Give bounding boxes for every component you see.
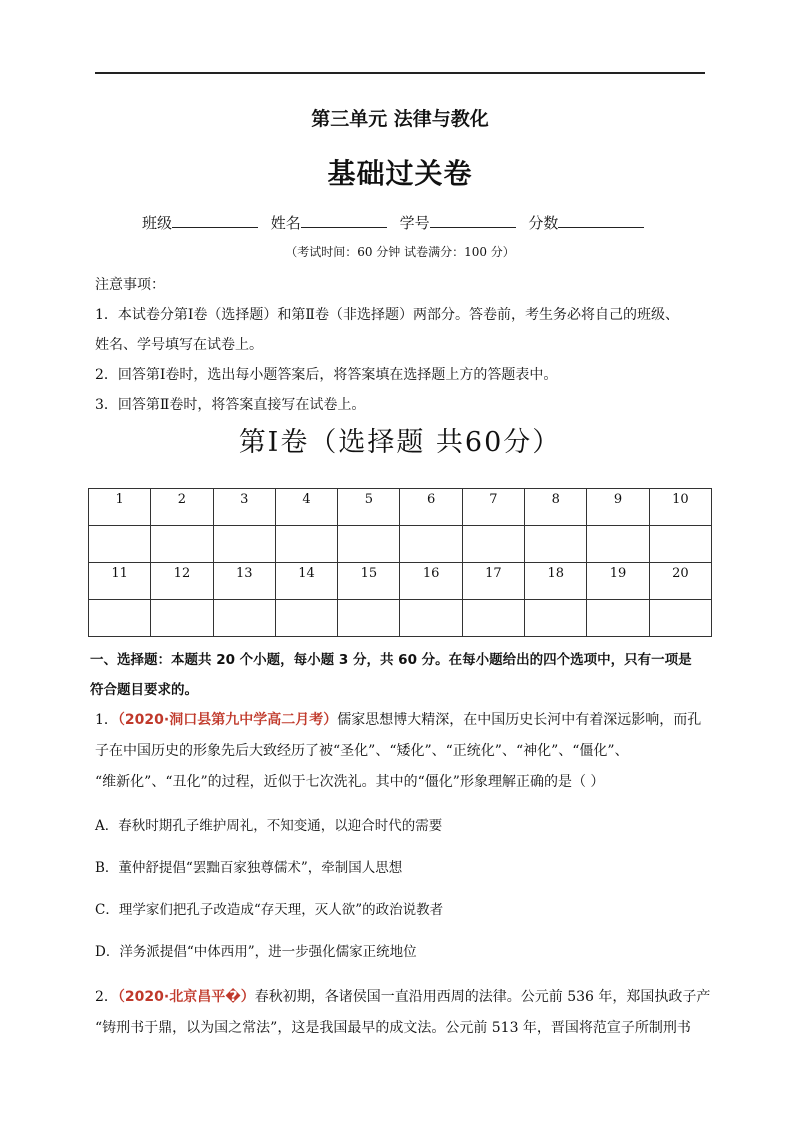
answer-cell[interactable] xyxy=(275,600,337,637)
class-blank[interactable] xyxy=(172,213,258,228)
answer-input-row xyxy=(89,526,712,563)
option-a[interactable]: A．春秋时期孔子维护周礼，不知变通，以迎合时代的需要 xyxy=(95,818,443,834)
answer-cell[interactable] xyxy=(338,600,400,637)
answer-number: 12 xyxy=(151,563,213,600)
name-label: 姓名 xyxy=(270,214,301,232)
notes-section xyxy=(95,270,715,420)
answer-cell[interactable] xyxy=(587,600,649,637)
answer-cell[interactable] xyxy=(213,600,275,637)
score-label: 分数 xyxy=(528,214,559,232)
question-source: （2020·北京昌平�） xyxy=(117,989,255,1005)
question-2-line1 xyxy=(95,982,715,1013)
answer-number: 5 xyxy=(338,489,400,526)
answer-cell[interactable] xyxy=(525,526,587,563)
answer-number: 7 xyxy=(462,489,524,526)
answer-cell[interactable] xyxy=(649,600,711,637)
answer-cell[interactable] xyxy=(275,526,337,563)
answer-number: 11 xyxy=(89,563,151,600)
name-blank[interactable] xyxy=(301,213,387,228)
answer-number: 16 xyxy=(400,563,462,600)
answer-input-row xyxy=(89,600,712,637)
answer-number-row xyxy=(89,563,712,600)
page-title: 基础过关卷 xyxy=(327,157,473,190)
option-c[interactable]: C．理学家们把孔子改造成“存天理，灭人欲”的政治说教者 xyxy=(95,902,444,918)
answer-number: 18 xyxy=(525,563,587,600)
class-label: 班级 xyxy=(142,214,173,232)
notes-item-2: 2．回答第Ⅰ卷时，选出每小题答案后，将答案填在选择题上方的答题表中。 xyxy=(95,367,558,383)
questions-heading xyxy=(90,645,720,705)
answer-cell[interactable] xyxy=(462,526,524,563)
answer-number: 4 xyxy=(275,489,337,526)
answer-number: 2 xyxy=(151,489,213,526)
question-number: 2． xyxy=(95,989,118,1005)
answer-cell[interactable] xyxy=(587,526,649,563)
answer-number: 15 xyxy=(338,563,400,600)
notes-item-3: 3．回答第Ⅱ卷时，将答案直接写在试卷上。 xyxy=(95,397,366,413)
option-b[interactable]: B．董仲舒提倡“罢黜百家独尊儒术”，牵制国人思想 xyxy=(95,860,403,876)
answer-cell[interactable] xyxy=(89,600,151,637)
question-1-line1 xyxy=(95,705,715,736)
question-2 xyxy=(95,982,715,1044)
id-blank[interactable] xyxy=(430,213,516,228)
question-source: （2020·洞口县第九中学高二月考） xyxy=(117,712,338,728)
question-1-line2: 子在中国历史的形象先后大致经历了被“圣化”、“矮化”、“正统化”、“神化”、“僵化”、 xyxy=(95,743,629,759)
answer-cell[interactable] xyxy=(649,526,711,563)
question-1-line3: “维新化”、“丑化”的过程，近似于七次洗礼。其中的“僵化”形象理解正确的是（ ） xyxy=(95,774,605,790)
answer-number: 10 xyxy=(649,489,711,526)
notes-item-1a: 1．本试卷分第Ⅰ卷（选择题）和第Ⅱ卷（非选择题）两部分。答卷前，考生务必将自己的班级、 xyxy=(95,307,679,323)
answer-cell[interactable] xyxy=(525,600,587,637)
question-2-line2: “铸刑书于鼎，以为国之常法”，这是我国最早的成文法。公元前 513 年，晋国将范宣子所制刑书 xyxy=(95,1020,691,1036)
answer-cell[interactable] xyxy=(213,526,275,563)
answer-number: 13 xyxy=(213,563,275,600)
answer-number: 3 xyxy=(213,489,275,526)
answer-number: 1 xyxy=(89,489,151,526)
question-text: 春秋初期，各诸侯国一直沿用西周的法律。公元前 536 年，郑国执政子产 xyxy=(254,989,711,1005)
question-text: 儒家思想博大精深，在中国历史长河中有着深远影响，而孔 xyxy=(337,712,702,728)
questions-heading-line2: 符合题目要求的。 xyxy=(90,682,198,698)
answer-cell[interactable] xyxy=(151,600,213,637)
answer-number: 9 xyxy=(587,489,649,526)
answer-cell[interactable] xyxy=(400,600,462,637)
answer-cell[interactable] xyxy=(338,526,400,563)
answer-cell[interactable] xyxy=(462,600,524,637)
answer-number: 17 xyxy=(462,563,524,600)
answer-number: 14 xyxy=(275,563,337,600)
option-d[interactable]: D．洋务派提倡“中体西用”，进一步强化儒家正统地位 xyxy=(95,944,417,960)
answer-number: 19 xyxy=(587,563,649,600)
questions-heading-line1: 一、选择题：本题共 20 个小题，每小题 3 分，共 60 分。在每小题给出的四个选项中，只有一项是 xyxy=(90,652,692,668)
header-rule xyxy=(95,72,705,74)
answer-cell[interactable] xyxy=(400,526,462,563)
notes-item-1b: 姓名、学号填写在试卷上。 xyxy=(95,337,263,353)
student-info-row xyxy=(142,212,652,233)
notes-title: 注意事项： xyxy=(95,277,165,293)
answer-number: 8 xyxy=(525,489,587,526)
answer-number: 6 xyxy=(400,489,462,526)
answer-table xyxy=(88,488,712,637)
answer-number: 20 xyxy=(649,563,711,600)
time-note: （考试时间：60 分钟 试卷满分：100 分） xyxy=(285,245,515,259)
answer-cell[interactable] xyxy=(151,526,213,563)
answer-cell[interactable] xyxy=(89,526,151,563)
question-number: 1． xyxy=(95,712,118,728)
score-blank[interactable] xyxy=(558,213,644,228)
question-1 xyxy=(95,705,715,798)
unit-title: 第三单元 法律与教化 xyxy=(311,108,489,130)
section-title: 第Ⅰ卷（选择题 共60分） xyxy=(238,427,562,458)
answer-number-row xyxy=(89,489,712,526)
id-label: 学号 xyxy=(399,214,430,232)
